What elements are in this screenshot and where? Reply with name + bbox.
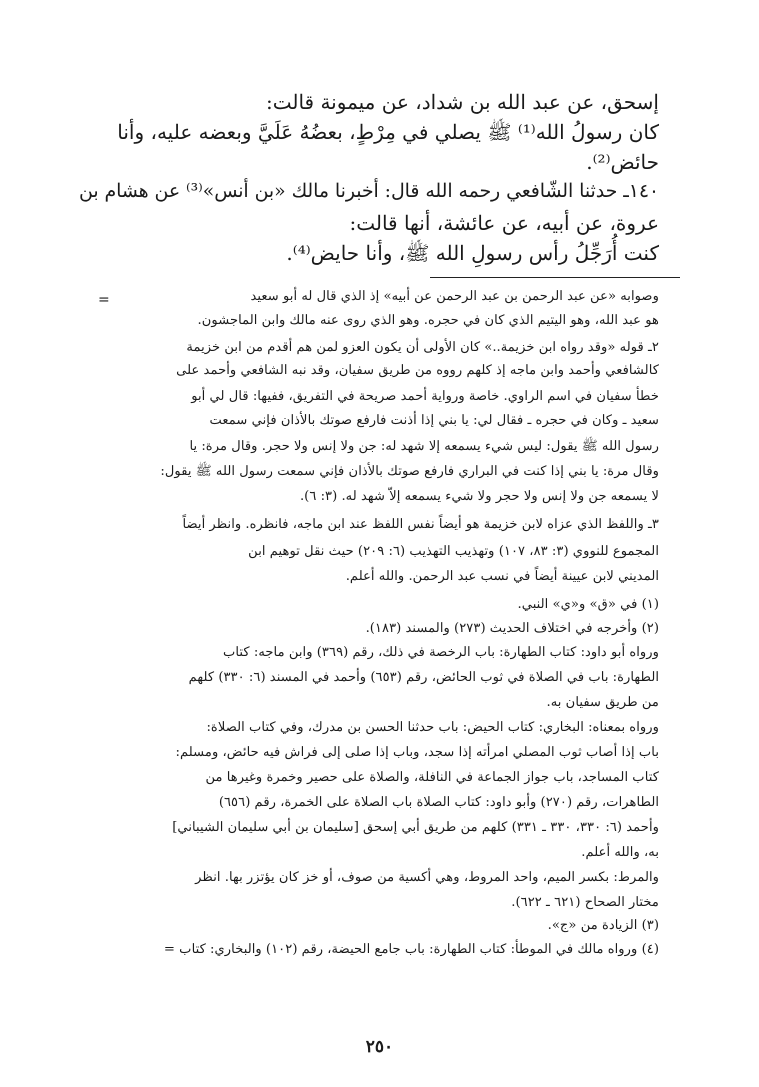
footnote-line: هو عبد الله، وهو اليتيم الذي كان في حجره. وهو الذي روى عنه مالك وابن الماجشون. (197, 313, 659, 328)
footnote-line: من طريق سفيان به. (546, 695, 659, 710)
footnote-line: (٤) ورواه مالك في الموطأ: كتاب الطهارة: باب جامع الحيضة، رقم (١٠٢) والبخاري: كتاب = (163, 942, 659, 957)
footnote-line: ورواه أبو داود: كتاب الطهارة: باب الرخصة في ذلك، رقم (٣٦٩) وابن ماجه: كتاب (223, 645, 659, 660)
footnote-line: المديني لابن عيينة أيضاً في نسب عبد الرحمن. والله أعلم. (345, 569, 659, 584)
footnote-line: رسول الله ﷺ يقول: ليس شيء يسمعه إلا شهد له: جن ولا إنس ولا حجر. وقال مرة: يا (189, 439, 659, 454)
footnote-line: لا يسمعه جن ولا إنس ولا حجر ولا شيء يسمعه إلاّ شهد له. (٣: ٦). (299, 489, 659, 504)
footnote-line: ٢ـ قوله «وقد رواه ابن خزيمة..» كان الأولى أن يكون العزو لمن هم أقدم من ابن خزيمة (186, 340, 659, 355)
footnote-line: (١) في «ق» و«ي» النبي. (517, 597, 659, 612)
footnote-separator (430, 277, 680, 278)
footnote-line: (٣) الزيادة من «ج». (547, 918, 659, 933)
footnote-line: كتاب المساجد، باب جواز الجماعة في النافلة، والصلاة على حصير وخمرة وغيرها من (205, 770, 659, 785)
footnote-line: سعيد ـ وكان في حجره ـ فقال لي: يا بني إذا أذنت فارفع صوتك بالأذان فإني سمعت (209, 413, 659, 428)
main-line: إسحق، عن عبد الله بن شداد، عن ميمونة قالت: (265, 90, 659, 114)
footnote-line: كالشافعي وأحمد وابن ماجه إذ كلهم رووه من طريق سفيان، وقد نبه الشافعي وأحمد على (176, 363, 659, 378)
continuation-mark: = (98, 292, 110, 308)
main-line: ١٤٠ـ حدثنا الشّافعي رحمه الله قال: أخبرنا مالك «بن أنس»⁽³⁾ عن هشام بن (79, 181, 659, 202)
footnote-line: الطهارة: باب في الصلاة في ثوب الحائض، رقم (٦٥٣) وأحمد في المسند (٦: ٣٣٠) كلهم (188, 670, 659, 685)
footnote-line: والمرط: بكسر الميم، واحد المروط، وهي أكسية من صوف، أو خز كان يؤتزر بها. انظر (195, 870, 659, 885)
footnote-line: الطاهرات، رقم (٢٧٠) وأبو داود: كتاب الصلاة باب الصلاة على الخمرة، رقم (٦٥٦) (218, 795, 659, 810)
footnote-line: خطأ سفيان في اسم الراوي. خاصة ورواية أحمد صريحة في التفريق، ففيها: قال لي أبو (191, 389, 659, 404)
main-line: كان رسولُ الله⁽¹⁾ ﷺ يصلي في مِرْطٍ، بعضُهُ عَلَيَّ وبعضه عليه، وأنا (117, 120, 659, 144)
footnote-line: المجموع للنووي (٣: ٨٣، ١٠٧) وتهذيب التهذيب (٦: ٢٠٩) حيث نقل توهيم ابن (248, 544, 659, 559)
footnote-line: (٢) وأخرجه في اختلاف الحديث (٢٧٣) والمسند (١٨٣). (365, 621, 659, 636)
footnote-line: وصوابه «عن عبد الرحمن بن عبد الرحمن عن أبيه» إذ الذي قال له أبو سعيد (250, 289, 659, 304)
footnote-line: مختار الصحاح (٦٢١ ـ ٦٢٢). (511, 895, 659, 910)
footnote-line: وقال مرة: يا بني إذا كنت في البراري فارفع صوتك بالأذان فإني سمعت رسول الله ﷺ يقول: (160, 464, 659, 479)
footnote-line: ٣ـ واللفظ الذي عزاه لابن خزيمة هو أيضاً نفس اللفظ عند ابن ماجه، فانظره. وانظر أيضاً (182, 517, 659, 532)
footnote-line: باب إذا أصاب ثوب المصلي امرأته إذا سجد، وباب إذا صلى إلى فراش فيه حائض، ومسلم: (175, 745, 659, 760)
main-line: عروة، عن أبيه، عن عائشة، أنها قالت: (349, 211, 659, 235)
main-line: كنت أُرَجِّلُ رأس رسولِ الله ﷺ، وأنا حايض⁽⁴⁾. (286, 241, 659, 265)
main-line: حائض⁽²⁾. (586, 150, 659, 174)
footnote-line: وأحمد (٦: ٣٣٠، ٣٣٠ ـ ٣٣١) كلهم من طريق أبي إسحق [سليمان بن أبي سليمان الشيباني] (172, 820, 659, 835)
page-number: ٢٥٠ (365, 1037, 394, 1057)
footnote-line: به، والله أعلم. (581, 845, 659, 860)
footnote-line: ورواه بمعناه: البخاري: كتاب الحيض: باب حدثنا الحسن بن مدرك، وفي كتاب الصلاة: (206, 720, 659, 735)
